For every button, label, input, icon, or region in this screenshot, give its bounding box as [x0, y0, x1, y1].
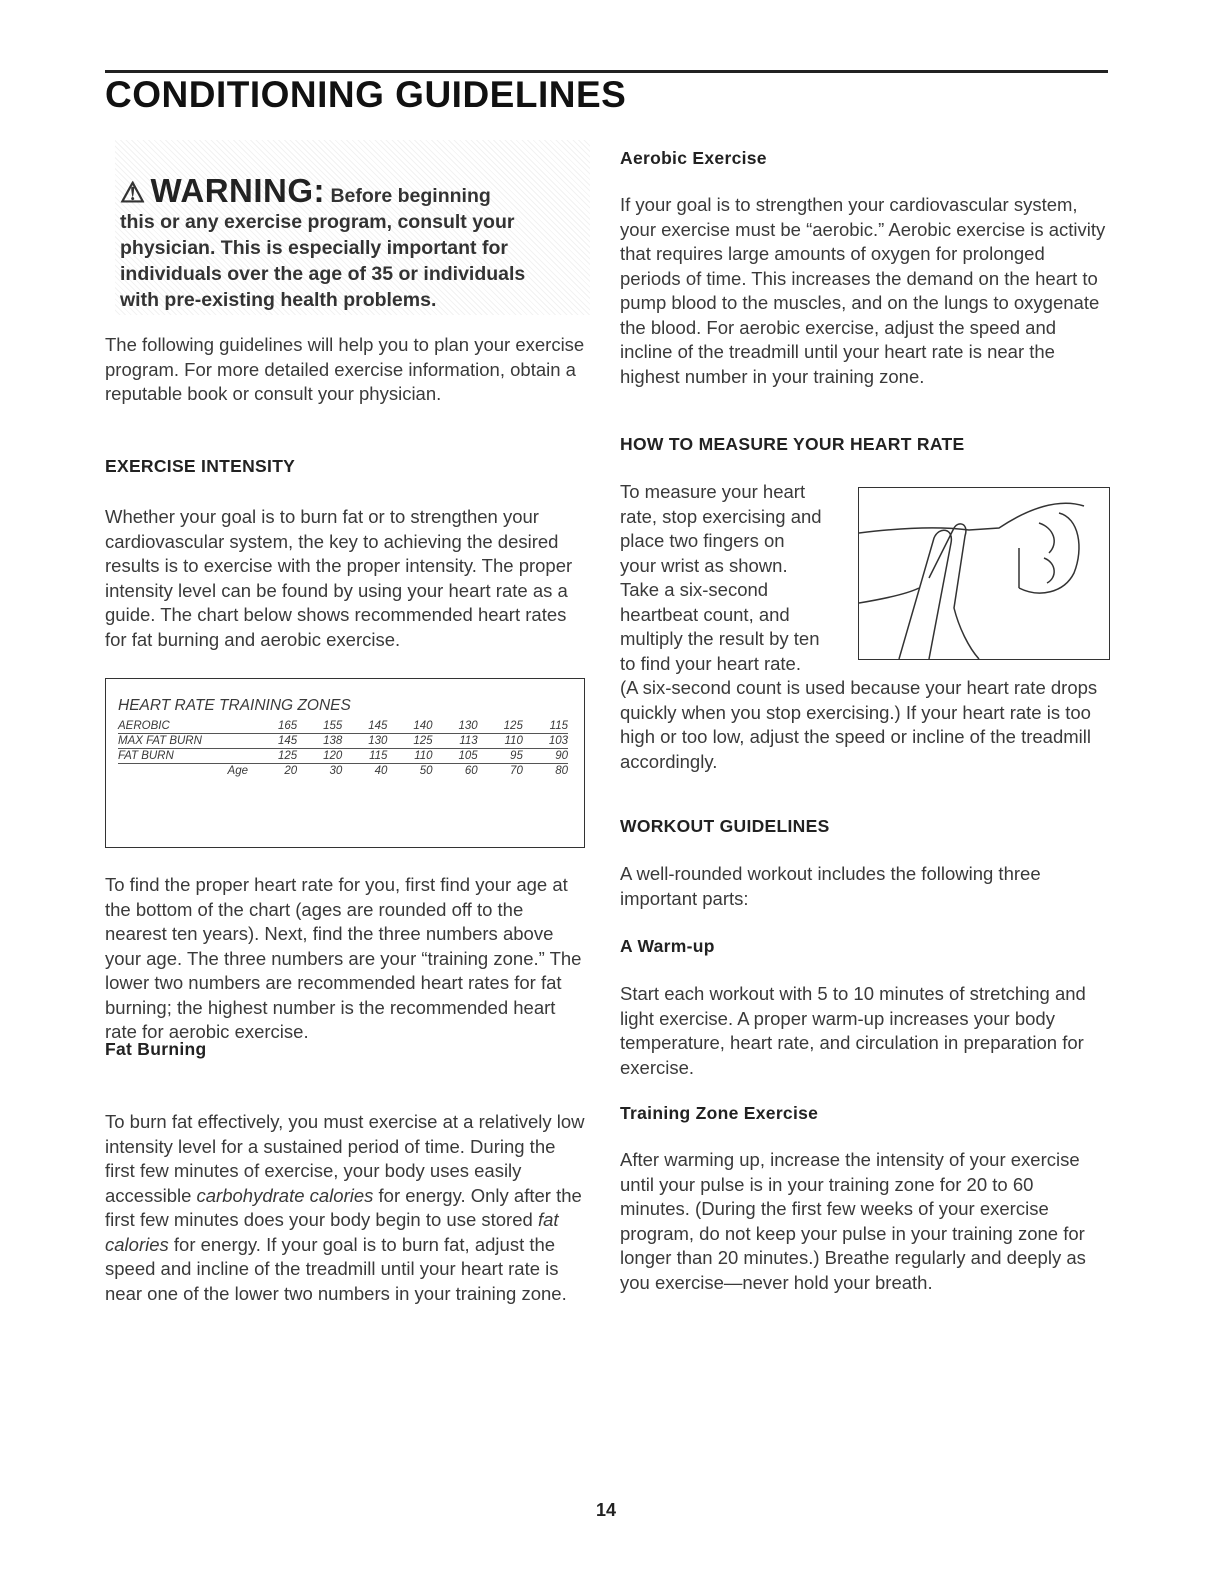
- warning-text: [115, 172, 550, 313]
- age-value: 80: [555, 765, 568, 777]
- age-value: 60: [464, 765, 478, 777]
- intensity-paragraph: Whether your goal is to burn fat or to strengthen your cardiovascular system, the key to achieving the desired results is to exercise with the proper intensity. The proper intensity level can be found by using your heart rate as a guide. The chart below shows recommended heart rates for fat burning and aerobic exercise.: [105, 506, 573, 650]
- row-label: FAT BURN: [118, 749, 252, 764]
- heart-rate-value: 125: [252, 749, 297, 764]
- age-value: 30: [329, 765, 343, 777]
- chart-title: HEART RATE TRAINING ZONES: [118, 697, 351, 714]
- fat-text: for energy. If your goal is to burn fat, adjust the speed and incline of the treadmill until your heart rate is near one of the lower two numbers in your training zone.: [105, 1233, 567, 1304]
- fat-em: fat calories: [105, 1209, 559, 1255]
- heart-rate-value: 120: [297, 749, 342, 764]
- age-label: Age: [227, 765, 248, 777]
- age-value: 50: [419, 765, 433, 777]
- warning-lead: Before beginning: [330, 185, 491, 207]
- fat-burning-heading: Fat Burning: [105, 1039, 207, 1059]
- warning-body: this or any exercise program, consult your physician. This is especially important for individuals over the age of 35 or individuals with pre-existing health problems.: [120, 211, 526, 311]
- page-number: 14: [596, 1500, 617, 1520]
- heart-rate-value: 113: [433, 734, 478, 749]
- warning-icon: ⚠: [120, 177, 146, 208]
- fat-em: carbohydrate calories: [196, 1184, 374, 1206]
- warm-up-paragraph: Start each workout with 5 to 10 minutes of stretching and light exercise. A proper warm-up increases your body temperature, heart rate, and circulation in preparation for exercise.: [620, 983, 1086, 1078]
- age-value: 70: [510, 765, 523, 777]
- row-label: MAX FAT BURN: [118, 734, 252, 749]
- warning-box: [115, 140, 590, 315]
- top-rule: [105, 70, 1108, 73]
- fat-burning-paragraph: [105, 1110, 590, 1306]
- workout-guidelines-heading: WORKOUT GUIDELINES: [620, 816, 830, 836]
- warning-label: WARNING:: [150, 172, 326, 209]
- heart-rate-value: 140: [387, 719, 432, 734]
- training-zone-paragraph: After warming up, increase the intensity of your exercise until your pulse is in your training zone for 20 to 60 minutes. (During the first few weeks of your exercise program, do not keep your pulse in your training zone for longer than 20 minutes.) Breathe regularly and deeply as you exercise—never hold your breath.: [620, 1149, 1086, 1293]
- wrist-pulse-illustration: [858, 487, 1110, 660]
- measure-paragraph-continued: (A six-second count is used because your heart rate drops quickly when you stop exercising.) If your heart rate is too high or too low, adjust the speed or incline of the treadmill accordingly.: [620, 677, 1098, 772]
- heart-rate-value: 138: [297, 734, 342, 749]
- heart-rate-value: 110: [478, 734, 523, 749]
- heart-rate-value: 90: [523, 749, 568, 764]
- heart-rate-value: 130: [433, 719, 478, 734]
- heart-rate-value: 145: [252, 734, 297, 749]
- heart-rate-chart: [105, 678, 585, 848]
- heart-rate-value: 105: [433, 749, 478, 764]
- training-zone-heading: Training Zone Exercise: [620, 1103, 819, 1123]
- find-rate-paragraph: To find the proper heart rate for you, first find your age at the bottom of the chart (ages are rounded off to the nearest ten years). Next, find the three numbers above your age. The three numbers are your “training zone.” The lower two numbers are recommended heart rates for fat burning; the highest number is the recommended heart rate for aerobic exercise.: [105, 874, 582, 1042]
- workout-paragraph: A well-rounded workout includes the following three important parts:: [620, 863, 1041, 909]
- heart-rate-value: 103: [523, 734, 568, 749]
- heart-rate-value: 165: [252, 719, 297, 734]
- fat-text: for energy. Only after the first few minutes does your body begin to use stored: [105, 1184, 582, 1230]
- warm-up-heading: A Warm-up: [620, 936, 715, 956]
- heart-rate-value: 95: [478, 749, 523, 764]
- chart-row: [118, 749, 568, 764]
- heart-rate-value: 145: [342, 719, 387, 734]
- heart-rate-value: 130: [342, 734, 387, 749]
- measure-paragraph: To measure your heart rate, stop exercising and place two fingers on your wrist as shown. Take a six-second heartbeat count, and multiply the result by ten to find your heart rate.: [620, 481, 822, 674]
- age-row: [118, 764, 568, 779]
- heart-rate-value: 110: [387, 749, 432, 764]
- heart-rate-value: 115: [523, 719, 568, 734]
- measure-heading: HOW TO MEASURE YOUR HEART RATE: [620, 434, 965, 454]
- aerobic-paragraph: If your goal is to strengthen your cardiovascular system, your exercise must be “aerobic.” Aerobic exercise is activity that requires large amounts of oxygen for prolonged periods of time. This increases the demand on the heart to pump blood to the muscles, and on the lungs to oxygenate the blood. For aerobic exercise, adjust the speed and incline of the treadmill until your heart rate is near the highest number in your training zone.: [620, 194, 1106, 387]
- page-title: CONDITIONING GUIDELINES: [105, 74, 627, 115]
- fat-text: To burn fat effectively, you must exercise at a relatively low intensity level for a sustained period of time. During the first few minutes of exercise, your body uses easily accessible: [105, 1111, 585, 1206]
- chart-row: [118, 719, 568, 734]
- heart-rate-table: [118, 719, 568, 778]
- heart-rate-value: 155: [297, 719, 342, 734]
- intro-paragraph: The following guidelines will help you to plan your exercise program. For more detailed exercise information, obtain a reputable book or consult your physician.: [105, 334, 585, 404]
- heart-rate-value: 125: [387, 734, 432, 749]
- exercise-intensity-heading: EXERCISE INTENSITY: [105, 456, 296, 476]
- heart-rate-value: 125: [478, 719, 523, 734]
- chart-row: [118, 734, 568, 749]
- heart-rate-value: 115: [342, 749, 387, 764]
- row-label: AEROBIC: [118, 719, 252, 734]
- aerobic-heading: Aerobic Exercise: [620, 148, 767, 168]
- age-value: 20: [284, 765, 298, 777]
- age-value: 40: [374, 765, 388, 777]
